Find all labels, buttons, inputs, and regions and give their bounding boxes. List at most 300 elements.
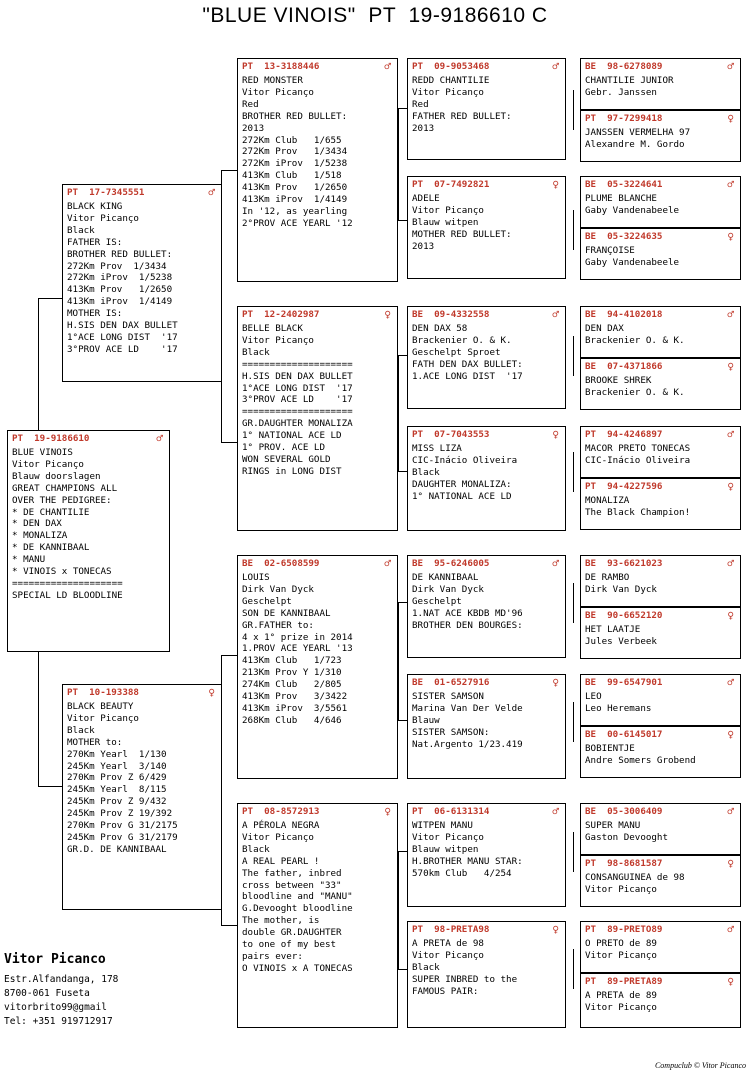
ring-text: PT 06-6131314 (412, 806, 490, 817)
color: Black (242, 843, 270, 855)
breeder: Dirk Van Dyck (242, 583, 314, 595)
note-line: 1°ACE LONG DIST '17 (67, 331, 178, 343)
connector-line (398, 108, 407, 109)
color: Black (67, 224, 95, 236)
breeder: Vitor Picanço (242, 831, 314, 843)
ring-number (585, 309, 736, 323)
breeder: Leo Heremans (585, 702, 652, 714)
male-icon: ♂ (727, 60, 734, 73)
bird-name: BROOKE SHREK (585, 375, 652, 386)
male-icon: ♂ (727, 676, 734, 689)
ring-text: PT 89-PRETA89 (585, 976, 663, 987)
bird-name: CHANTILIE JUNIOR (585, 75, 674, 86)
owner-postcode: 8700-061 Fuseta (4, 988, 90, 999)
note-line: 1.PROV ACE YEARL '13 (242, 643, 353, 655)
male-icon: ♂ (208, 186, 215, 199)
ring-text: BE 99-6547901 (585, 677, 663, 688)
note-line: 2013 (412, 122, 435, 134)
connector-line (398, 720, 407, 721)
ring-text: BE 05-3224641 (585, 179, 663, 190)
note-line: 3°PROV ACE LD '17 (67, 343, 178, 355)
connector-line (398, 355, 407, 356)
pedigree-card-dam-sire (237, 555, 398, 779)
breeder: CIC-Inácio Oliveira (585, 454, 691, 466)
ring-number (242, 558, 393, 572)
note-line: 413Km iProv 1/4149 (67, 296, 173, 308)
bird-name: CONSANGUINEA de 98 (585, 872, 685, 883)
connector-line (398, 602, 407, 603)
bird-name: A PRETA de 98 (412, 938, 484, 949)
note-line: 1°ACE LONG DIST '17 (242, 382, 353, 394)
bird-name: MACOR PRETO TONECAS (585, 443, 691, 454)
connector-line (573, 832, 574, 872)
bird-name: A PÉROLA NEGRA (242, 820, 320, 831)
note-line: 272Km iProv 1/5238 (242, 158, 348, 170)
breeder: Vitor Picanço (412, 831, 484, 843)
pedigree-card-gen4 (580, 674, 741, 726)
ring-number (242, 61, 393, 75)
breeder: Andre Somers Grobend (585, 754, 696, 766)
note-line: ==================== (242, 406, 353, 418)
male-icon: ♂ (727, 923, 734, 936)
ring-number (585, 361, 736, 375)
ring-text: BE 94-4102018 (585, 309, 663, 320)
ring-number (585, 558, 736, 572)
connector-line (398, 851, 399, 969)
connector-line (38, 298, 39, 432)
bird-name: DEN DAX 58 (412, 323, 468, 334)
note-line: * MANU (12, 554, 46, 566)
breeder: Jules Verbeek (585, 635, 657, 647)
bird-name: LOUIS (242, 572, 270, 583)
note-line: 213Km Prov Y 1/310 (242, 667, 342, 679)
color: Black (412, 961, 440, 973)
note-line: DAUGHTER MONALIZA: (412, 478, 512, 490)
owner-phone: Tel: +351 919712917 (4, 1016, 113, 1027)
pedigree-card-dam (62, 684, 222, 910)
note-line: BROTHER RED BULLET: (67, 248, 173, 260)
ring-text: BE 93-6621023 (585, 558, 663, 569)
note-line: * DE KANNIBAAL (12, 542, 90, 554)
pedigree-card-subject (7, 430, 170, 652)
male-icon: ♂ (552, 805, 559, 818)
female-icon: ♀ (727, 609, 734, 622)
note-line: MOTHER IS: (67, 308, 123, 320)
bird-name: BLACK BEAUTY (67, 701, 134, 712)
ring-number (585, 976, 736, 990)
female-icon: ♀ (727, 360, 734, 373)
pedigree-card-ss-sire (407, 58, 566, 160)
female-icon: ♀ (552, 178, 559, 191)
bird-name: BELLE BLACK (242, 323, 303, 334)
ring-text: PT 07-7043553 (412, 429, 490, 440)
pedigree-card-ds-dam (407, 674, 566, 779)
male-icon: ♂ (552, 308, 559, 321)
ring-number (412, 806, 561, 820)
bird-name: REDD CHANTILIE (412, 75, 490, 86)
pedigree-card-ss-dam (407, 176, 566, 279)
note-line: 245Km Yearl 3/140 (67, 760, 167, 772)
note-line: * DEN DAX (12, 518, 62, 530)
note-line: 272Km Club 1/655 (242, 134, 342, 146)
connector-line (221, 655, 237, 656)
bird-name: PLUME BLANCHE (585, 193, 657, 204)
ring-number (412, 179, 561, 193)
color: Red (412, 98, 429, 110)
connector-line (398, 108, 399, 220)
female-icon: ♀ (384, 805, 391, 818)
note-line: 274Km Club 2/805 (242, 679, 342, 691)
color: Black (412, 466, 440, 478)
male-icon: ♂ (727, 805, 734, 818)
female-icon: ♀ (727, 728, 734, 741)
note-line: BROTHER DEN BOURGES: (412, 619, 523, 631)
color: Blauw (412, 714, 440, 726)
bird-name: LEO (585, 691, 602, 702)
ring-text: BE 07-4371866 (585, 361, 663, 372)
pedigree-card-gen4 (580, 228, 741, 280)
pedigree-card-gen4 (580, 555, 741, 607)
ring-text: BE 90-6652120 (585, 610, 663, 621)
note-line: FATHER IS: (67, 236, 123, 248)
note-line: H.SIS DEN DAX BULLET (242, 370, 353, 382)
ring-text: PT 12-2402987 (242, 309, 320, 320)
note-line: MOTHER to: (67, 736, 123, 748)
pedigree-card-gen4 (580, 803, 741, 855)
note-line: ==================== (242, 358, 353, 370)
ring-text: PT 98-8681587 (585, 858, 663, 869)
ring-text: PT 94-4227596 (585, 481, 663, 492)
ring-number (67, 187, 217, 201)
note-line: FAMOUS PAIR: (412, 985, 479, 997)
color: Black (242, 346, 270, 358)
pedigree-card-sire-sire (237, 58, 398, 282)
note-line: WON SEVERAL GOLD (242, 453, 331, 465)
bird-name: SISTER SAMSON (412, 691, 484, 702)
pedigree-card-gen4 (580, 176, 741, 228)
ring-text: PT 89-PRETO89 (585, 924, 663, 935)
female-icon: ♀ (552, 923, 559, 936)
bird-name: FRANÇOISE (585, 245, 635, 256)
owner-email: vitorbrito99@gmail (4, 1002, 107, 1013)
ring-text: PT 98-PRETA98 (412, 924, 490, 935)
female-icon: ♀ (552, 428, 559, 441)
note-line: 413Km Prov 3/3422 (242, 691, 348, 703)
connector-line (573, 452, 574, 492)
connector-line (398, 851, 407, 852)
note-line: 1.ACE LONG DIST '17 (412, 370, 523, 382)
ring-number (412, 309, 561, 323)
ring-text: PT 94-4246897 (585, 429, 663, 440)
pedigree-card-gen4 (580, 607, 741, 659)
breeder: Vitor Picanço (12, 458, 84, 470)
ring-text: PT 07-7492821 (412, 179, 490, 190)
breeder: Gaby Vandenabeele (585, 204, 680, 216)
bird-name: HET LAATJE (585, 624, 641, 635)
note-line: GR.D. DE KANNIBAAL (67, 843, 167, 855)
color: Geschelpt Sproet (412, 346, 501, 358)
ring-text: PT 09-9053468 (412, 61, 490, 72)
bird-name: BLUE VINOIS (12, 447, 73, 458)
bird-name: DE RAMBO (585, 572, 630, 583)
connector-line (221, 170, 237, 171)
breeder: Dirk Van Dyck (585, 583, 657, 595)
color: Blauw witpen (412, 843, 479, 855)
bird-name: BOBIENTJE (585, 743, 635, 754)
note-line: 268Km Club 4/646 (242, 714, 342, 726)
bird-name: MONALIZA (585, 495, 630, 506)
female-icon: ♀ (727, 480, 734, 493)
ring-text: BE 01-6527916 (412, 677, 490, 688)
bird-name: JANSSEN VERMELHA 97 (585, 127, 691, 138)
connector-line (398, 220, 407, 221)
note-line: 413Km Club 1/723 (242, 655, 342, 667)
ring-text: PT 13-3188446 (242, 61, 320, 72)
connector-line (573, 702, 574, 742)
male-icon: ♂ (727, 557, 734, 570)
pedigree-card-dam-dam (237, 803, 398, 1028)
note-line: pairs ever: (242, 950, 303, 962)
note-line: 270Km Yearl 1/130 (67, 748, 167, 760)
note-line: In '12, as yearling (242, 205, 348, 217)
ring-number (242, 806, 393, 820)
note-line: * DE CHANTILIE (12, 506, 90, 518)
pedigree-card-sd-dam (407, 426, 566, 531)
software-credit: Compuclub © Vitor Picanco (654, 1061, 746, 1070)
pedigree-card-gen4 (580, 921, 741, 973)
ring-number (12, 433, 165, 447)
note-line: RINGS in LONG DIST (242, 465, 342, 477)
note-line: 413Km Club 1/518 (242, 170, 342, 182)
pedigree-card-sd-sire (407, 306, 566, 409)
male-icon: ♂ (156, 432, 163, 445)
ring-text: PT 17-7345551 (67, 187, 145, 198)
breeder: Gebr. Janssen (585, 86, 657, 98)
note-line: The father, inbred (242, 867, 342, 879)
ring-number (412, 61, 561, 75)
color: Geschelpt (242, 595, 292, 607)
ring-text: BE 00-6145017 (585, 729, 663, 740)
ring-number (585, 858, 736, 872)
female-icon: ♀ (208, 686, 215, 699)
breeder: Vitor Picanço (412, 86, 484, 98)
ring-text: BE 02-6508599 (242, 558, 320, 569)
note-line: 1° NATIONAL ACE LD (412, 490, 512, 502)
note-line: 570km Club 4/254 (412, 867, 512, 879)
pedigree-card-gen4 (580, 478, 741, 530)
male-icon: ♂ (552, 60, 559, 73)
breeder: Brackenier O. & K. (585, 386, 685, 398)
ring-text: BE 98-6278089 (585, 61, 663, 72)
bird-name: BLACK KING (67, 201, 123, 212)
note-line: * MONALIZA (12, 530, 68, 542)
ring-number (412, 924, 561, 938)
bird-name: DEN DAX (585, 323, 624, 334)
color: Blauw doorslagen (12, 470, 101, 482)
breeder: Brackenier O. & K. (412, 334, 512, 346)
breeder: Vitor Picanço (585, 949, 657, 961)
connector-line (573, 336, 574, 376)
note-line: MOTHER RED BULLET: (412, 228, 512, 240)
note-line: The mother, is (242, 915, 320, 927)
note-line: Nat.Argento 1/23.419 (412, 738, 523, 750)
bird-name: RED MONSTER (242, 75, 303, 86)
note-line: A REAL PEARL ! (242, 855, 320, 867)
note-line: cross between "33" (242, 879, 342, 891)
breeder: Vitor Picanço (412, 949, 484, 961)
breeder: Vitor Picanço (585, 883, 657, 895)
note-line: double GR.DAUGHTER (242, 927, 342, 939)
note-line: SPECIAL LD BLOODLINE (12, 589, 123, 601)
pedigree-card-gen4 (580, 110, 741, 162)
ring-number (412, 677, 561, 691)
male-icon: ♂ (727, 308, 734, 321)
ring-number (585, 610, 736, 624)
note-line: 272Km iProv 1/5238 (67, 272, 173, 284)
breeder: Alexandre M. Gordo (585, 138, 685, 150)
breeder: Dirk Van Dyck (412, 583, 484, 595)
note-line: SUPER INBRED to the (412, 973, 518, 985)
color: Blauw witpen (412, 216, 479, 228)
ring-number (67, 687, 217, 701)
breeder: Vitor Picanço (585, 1001, 657, 1013)
note-line: * VINOIS x TONECAS (12, 566, 112, 578)
female-icon: ♀ (552, 676, 559, 689)
male-icon: ♂ (727, 428, 734, 441)
ring-number (585, 231, 736, 245)
female-icon: ♀ (727, 975, 734, 988)
ring-number (585, 806, 736, 820)
note-line: 413Km iProv 1/4149 (242, 194, 348, 206)
male-icon: ♂ (727, 178, 734, 191)
ring-number (242, 309, 393, 323)
female-icon: ♀ (727, 857, 734, 870)
ring-number (585, 61, 736, 75)
note-line: GREAT CHAMPIONS ALL (12, 482, 118, 494)
note-line: H.SIS DEN DAX BULLET (67, 320, 178, 332)
pedigree-card-ds-sire (407, 555, 566, 658)
connector-line (398, 355, 399, 471)
ring-text: BE 95-6246005 (412, 558, 490, 569)
breeder: Vitor Picanço (242, 86, 314, 98)
breeder: Vitor Picanço (412, 204, 484, 216)
breeder: Vitor Picanço (67, 712, 139, 724)
pedigree-card-sire (62, 184, 222, 382)
note-line: 2013 (412, 240, 435, 252)
connector-line (398, 602, 399, 720)
note-line: 1° PROV. ACE LD (242, 442, 325, 454)
connector-line (398, 969, 407, 970)
bird-name: SUPER MANU (585, 820, 641, 831)
note-line: bloodline and "MANU" (242, 891, 353, 903)
bird-name: A PRETA de 89 (585, 990, 657, 1001)
color: Geschelpt (412, 595, 462, 607)
female-icon: ♀ (727, 112, 734, 125)
pedigree-card-gen4 (580, 973, 741, 1028)
note-line: 413Km iProv 3/5561 (242, 702, 348, 714)
connector-line (573, 90, 574, 130)
note-line: O VINOIS x A TONECAS (242, 962, 353, 974)
page-title: "BLUE VINOIS" PT 19-9186610 C (202, 4, 548, 27)
breeder: Vitor Picanço (67, 212, 139, 224)
connector-line (573, 210, 574, 250)
note-line: SON DE KANNIBAAL (242, 607, 331, 619)
breeder: Gaston Devooght (585, 831, 668, 843)
note-line: ==================== (12, 577, 123, 589)
connector-line (38, 652, 39, 786)
breeder: Marina Van Der Velde (412, 702, 523, 714)
note-line: OVER THE PEDIGREE: (12, 494, 112, 506)
pedigree-card-gen4 (580, 358, 741, 410)
male-icon: ♂ (384, 557, 391, 570)
pedigree-card-dd-dam (407, 921, 566, 1028)
note-line: SISTER SAMSON: (412, 726, 490, 738)
note-line: 270Km Prov Z 6/429 (67, 772, 167, 784)
ring-text: PT 97-7299418 (585, 113, 663, 124)
connector-line (573, 583, 574, 623)
bird-name: WITPEN MANU (412, 820, 473, 831)
note-line: 413Km Prov 1/2650 (67, 284, 173, 296)
note-line: H.BROTHER MANU STAR: (412, 855, 523, 867)
note-line: 4 x 1° prize in 2014 (242, 631, 353, 643)
breeder: CIC-Inácio Oliveira (412, 454, 518, 466)
note-line: FATH DEN DAX BULLET: (412, 358, 523, 370)
ring-number (585, 429, 736, 443)
note-line: 2°PROV ACE YEARL '12 (242, 217, 353, 229)
pedigree-card-gen4 (580, 58, 741, 110)
note-line: 245Km Prov G 31/2179 (67, 831, 178, 843)
connector-line (398, 471, 407, 472)
breeder: Vitor Picanço (242, 334, 314, 346)
owner-address: Estr.Alfandanga, 178 (4, 974, 119, 985)
note-line: 272Km Prov 1/3434 (242, 146, 348, 158)
note-line: 1° NATIONAL ACE LD (242, 430, 342, 442)
pedigree-card-dd-sire (407, 803, 566, 907)
ring-text: BE 05-3224635 (585, 231, 663, 242)
connector-line (38, 298, 62, 299)
ring-number (585, 677, 736, 691)
note-line: to one of my best (242, 939, 337, 951)
owner-name: Vitor Picanco (4, 952, 106, 967)
bird-name: MISS LIZA (412, 443, 462, 454)
ring-text: BE 05-3006409 (585, 806, 663, 817)
female-icon: ♀ (727, 230, 734, 243)
note-line: FATHER RED BULLET: (412, 110, 512, 122)
ring-text: PT 19-9186610 (12, 433, 90, 444)
note-line: GR.FATHER to: (242, 619, 314, 631)
ring-text: BE 09-4332558 (412, 309, 490, 320)
note-line: BROTHER RED BULLET: (242, 110, 348, 122)
note-line: G.Devooght bloodline (242, 903, 353, 915)
ring-number (585, 924, 736, 938)
note-line: 245Km Yearl 8/115 (67, 784, 167, 796)
breeder: Gaby Vandenabeele (585, 256, 680, 268)
pedigree-card-gen4 (580, 426, 741, 478)
note-line: 2013 (242, 122, 265, 134)
note-line: 272Km Prov 1/3434 (67, 260, 167, 272)
ring-number (412, 558, 561, 572)
note-line: 245Km Prov Z 19/392 (67, 808, 173, 820)
note-line: GR.DAUGHTER MONALIZA (242, 418, 353, 430)
pedigree-card-gen4 (580, 726, 741, 778)
note-line: 3°PROV ACE LD '17 (242, 394, 353, 406)
pedigree-card-sire-dam (237, 306, 398, 531)
ring-number (585, 481, 736, 495)
bird-name: ADELE (412, 193, 440, 204)
ring-text: PT 10-193388 (67, 687, 139, 698)
pedigree-card-gen4 (580, 855, 741, 907)
ring-number (585, 729, 736, 743)
